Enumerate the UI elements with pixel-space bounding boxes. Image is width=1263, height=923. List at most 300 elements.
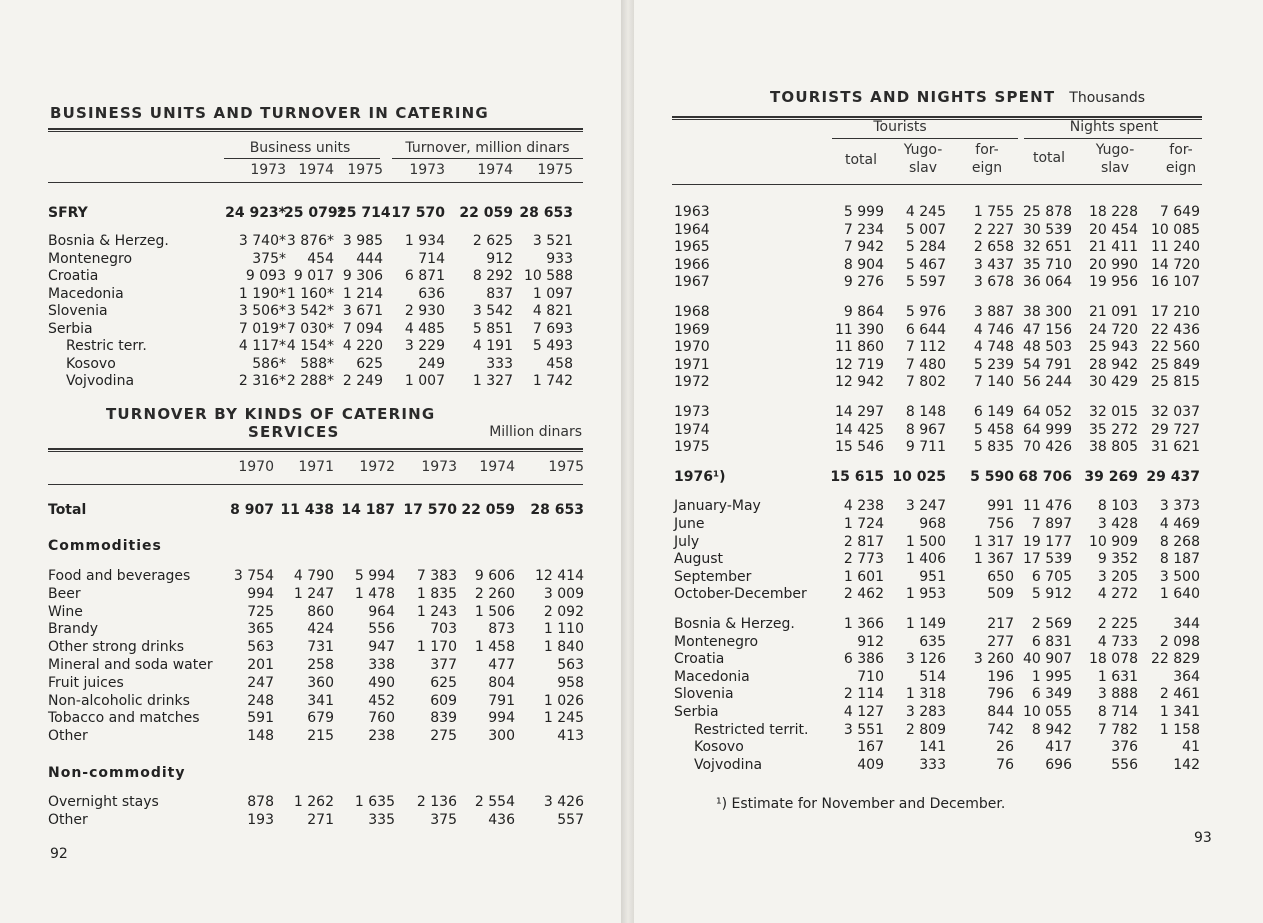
cell-value: 413 <box>557 728 584 745</box>
table-row <box>634 404 1263 422</box>
table-row <box>634 257 1263 275</box>
column-header: eign <box>1165 160 1197 176</box>
year-label: 1971 <box>298 459 334 475</box>
cell-value: 964 <box>368 603 395 620</box>
cell-value: 3 542 <box>472 303 513 319</box>
cell-value: 3 740* <box>238 233 286 249</box>
cell-value: 1 500 <box>905 533 946 550</box>
row-label: 1974 <box>674 421 710 438</box>
cell-value: 912 <box>857 633 884 650</box>
cell-value: 1 755 <box>973 204 1014 220</box>
row-label: 1971 <box>674 356 710 373</box>
cell-value: 417 <box>1045 739 1072 756</box>
cell-value: 9 864 <box>843 304 884 320</box>
cell-value: 12 414 <box>535 568 584 584</box>
cell-value: 32 037 <box>1151 404 1200 420</box>
year-label: 1973 <box>409 162 445 178</box>
cell-value: 196 <box>987 668 1014 685</box>
rule <box>672 184 1202 185</box>
table-row <box>0 356 621 374</box>
row-label: SFRY <box>48 205 88 221</box>
cell-value: 8 907 <box>230 502 274 518</box>
cell-value: 25 849 <box>1151 356 1200 373</box>
cell-value: 1 318 <box>905 686 946 703</box>
turnover-kinds-title-2: SERVICES <box>248 423 340 441</box>
cell-value: 24 923* <box>225 205 286 221</box>
row-label: Kosovo <box>66 356 116 372</box>
row-label: 1972 <box>674 374 710 391</box>
cell-value: 514 <box>919 668 946 685</box>
row-label: 1963 <box>674 204 710 220</box>
table-row <box>0 286 621 304</box>
table-row <box>0 251 621 269</box>
row-label: July <box>674 533 700 550</box>
cell-value: 47 156 <box>1023 321 1072 338</box>
cell-value: 2 461 <box>1159 686 1200 703</box>
cell-value: 2 136 <box>416 794 457 810</box>
table-row <box>634 669 1263 687</box>
cell-value: 2 260 <box>474 585 515 602</box>
cell-value: 7 693 <box>532 321 573 337</box>
cell-value: 731 <box>307 639 334 656</box>
cell-value: 1 160* <box>286 286 334 302</box>
cell-value: 30 539 <box>1023 221 1072 238</box>
cell-value: 5 597 <box>905 274 946 291</box>
row-label: Total <box>48 502 87 518</box>
cell-value: 7 480 <box>905 356 946 373</box>
row-label: Overnight stays <box>48 794 159 810</box>
cell-value: 28 653 <box>530 502 584 518</box>
cell-value: 1 243 <box>416 603 457 620</box>
cell-value: 64 999 <box>1023 421 1072 438</box>
cell-value: 3 009 <box>543 585 584 602</box>
column-header: total <box>844 152 877 168</box>
cell-value: 1 631 <box>1097 668 1138 685</box>
cell-value: 25 714 <box>337 205 391 221</box>
cell-value: 17 570 <box>391 205 445 221</box>
cell-value: 3 678 <box>973 274 1014 291</box>
cell-value: 25 943 <box>1089 339 1138 356</box>
table-row <box>0 586 621 604</box>
table-row <box>634 722 1263 740</box>
cell-value: 844 <box>987 704 1014 720</box>
cell-value: 22 560 <box>1151 339 1200 356</box>
table-row <box>0 233 621 251</box>
cell-value: 333 <box>486 356 513 372</box>
cell-value: 247 <box>247 674 274 691</box>
cell-value: 3 985 <box>342 233 383 249</box>
cell-value: 9 352 <box>1097 551 1138 568</box>
cell-value: 5 976 <box>905 304 946 320</box>
cell-value: 24 720 <box>1089 321 1138 338</box>
table-row <box>0 657 621 675</box>
cell-value: 1 724 <box>843 516 884 532</box>
cell-value: 458 <box>546 356 573 372</box>
cell-value: 2 249 <box>342 373 383 389</box>
cell-value: 3 229 <box>404 338 445 354</box>
cell-value: 3 426 <box>543 794 584 810</box>
cell-value: 5 912 <box>1031 586 1072 603</box>
rule <box>48 182 583 183</box>
cell-value: 5 239 <box>973 356 1014 373</box>
cell-value: 14 187 <box>341 502 395 518</box>
year-label: 1973 <box>421 459 457 475</box>
row-label: June <box>674 516 705 532</box>
cell-value: 76 <box>996 756 1014 773</box>
table-row <box>0 268 621 286</box>
cell-value: 696 <box>1045 756 1072 773</box>
table-row <box>634 757 1263 775</box>
cell-value: 424 <box>307 621 334 638</box>
cell-value: 54 791 <box>1023 356 1072 373</box>
table-row <box>634 422 1263 440</box>
cell-value: 141 <box>919 739 946 756</box>
cell-value: 7 234 <box>843 221 884 238</box>
cell-value: 1 506 <box>474 603 515 620</box>
cell-value: 56 244 <box>1023 374 1072 391</box>
cell-value: 1 247 <box>293 585 334 602</box>
rule <box>832 138 1018 139</box>
cell-value: 1 149 <box>905 616 946 632</box>
footnote: ¹) Estimate for November and December. <box>716 796 1006 812</box>
row-label: Montenegro <box>674 633 759 650</box>
cell-value: 2 462 <box>843 586 884 603</box>
table-row <box>634 586 1263 604</box>
cell-value: 436 <box>488 812 515 828</box>
cell-value: 26 <box>996 739 1014 756</box>
cell-value: 454 <box>307 251 334 267</box>
rule <box>392 158 583 159</box>
cell-value: 22 059 <box>459 205 513 221</box>
cell-value: 4 733 <box>1097 633 1138 650</box>
cell-value: 994 <box>247 585 274 602</box>
row-label: Bosnia & Herzeg. <box>48 233 169 249</box>
cell-value: 17 570 <box>403 502 457 518</box>
cell-value: 409 <box>857 756 884 773</box>
table-row <box>0 604 621 622</box>
table-row <box>634 634 1263 652</box>
row-label: 1976¹) <box>674 468 726 485</box>
column-header: total <box>1032 150 1065 166</box>
cell-value: 344 <box>1173 616 1200 632</box>
cell-value: 1 110 <box>543 621 584 638</box>
cell-value: 563 <box>247 639 274 656</box>
column-header: slav <box>1100 160 1130 176</box>
cell-value: 4 272 <box>1097 586 1138 603</box>
cell-value: 7 094 <box>342 321 383 337</box>
table-row <box>634 239 1263 257</box>
cell-value: 9 017 <box>293 268 334 284</box>
row-label: Mineral and soda water <box>48 657 213 673</box>
cell-value: 48 503 <box>1023 339 1072 356</box>
million-dinars-unit: Million dinars <box>489 424 582 440</box>
cell-value: 7 649 <box>1159 204 1200 220</box>
cell-value: 703 <box>430 621 457 638</box>
cell-value: 19 956 <box>1089 274 1138 291</box>
cell-value: 1 934 <box>404 233 445 249</box>
cell-value: 2 288* <box>286 373 334 389</box>
year-label: 1975 <box>537 162 573 178</box>
cell-value: 3 876* <box>286 233 334 249</box>
cell-value: 2 098 <box>1159 633 1200 650</box>
row-label: Macedonia <box>48 286 124 302</box>
cell-value: 7 019* <box>238 321 286 337</box>
cell-value: 9 306 <box>342 268 383 284</box>
cell-value: 7 897 <box>1031 516 1072 532</box>
row-label: 1970 <box>674 339 710 356</box>
cell-value: 452 <box>368 692 395 709</box>
cell-value: 1 214 <box>342 286 383 302</box>
cell-value: 142 <box>1173 756 1200 773</box>
cell-value: 4 127 <box>843 704 884 720</box>
table-row <box>634 374 1263 392</box>
cell-value: 21 091 <box>1089 304 1138 320</box>
cell-value: 68 706 <box>1018 468 1072 485</box>
table-row <box>634 274 1263 292</box>
cell-value: 3 126 <box>905 651 946 668</box>
table-row <box>634 498 1263 516</box>
cell-value: 8 942 <box>1031 721 1072 738</box>
row-label: Croatia <box>48 268 99 284</box>
table-row <box>0 794 621 812</box>
cell-value: 947 <box>368 639 395 656</box>
table-row <box>0 710 621 728</box>
cell-value: 796 <box>987 686 1014 703</box>
cell-value: 6 871 <box>404 268 445 284</box>
cell-value: 714 <box>418 251 445 267</box>
row-label: Non-alcoholic drinks <box>48 692 190 709</box>
row-label: 1975 <box>674 439 710 456</box>
cell-value: 14 297 <box>835 404 884 420</box>
cell-value: 7 112 <box>905 339 946 356</box>
table-row <box>634 739 1263 757</box>
cell-value: 933 <box>546 251 573 267</box>
cell-value: 509 <box>987 586 1014 603</box>
cell-value: 588* <box>300 356 334 372</box>
table-row <box>634 704 1263 722</box>
table-row <box>634 222 1263 240</box>
cell-value: 7 942 <box>843 239 884 256</box>
nights-group-header: Nights spent <box>1069 119 1159 135</box>
cell-value: 6 705 <box>1031 568 1072 585</box>
cell-value: 3 260 <box>973 651 1014 668</box>
cell-value: 1 367 <box>973 551 1014 568</box>
cell-value: 4 154* <box>286 338 334 354</box>
table-row <box>634 551 1263 569</box>
cell-value: 20 454 <box>1089 221 1138 238</box>
cell-value: 1 601 <box>843 568 884 585</box>
cell-value: 4 746 <box>973 321 1014 338</box>
cell-value: 22 829 <box>1151 651 1200 668</box>
cell-value: 5 493 <box>532 338 573 354</box>
cell-value: 201 <box>247 657 274 673</box>
cell-value: 375* <box>252 251 286 267</box>
row-label: Slovenia <box>674 686 734 703</box>
rule <box>48 128 583 130</box>
cell-value: 17 210 <box>1151 304 1200 320</box>
row-label: 1968 <box>674 304 710 320</box>
table-row <box>634 322 1263 340</box>
column-header: for- <box>975 142 999 158</box>
cell-value: 3 887 <box>973 304 1014 320</box>
cell-value: 2 930 <box>404 303 445 319</box>
cell-value: 9 093 <box>245 268 286 284</box>
cell-value: 873 <box>488 621 515 638</box>
cell-value: 7 383 <box>416 568 457 584</box>
cell-value: 29 437 <box>1146 468 1200 485</box>
row-label: Food and beverages <box>48 568 191 584</box>
cell-value: 16 107 <box>1151 274 1200 291</box>
cell-value: 25 815 <box>1151 374 1200 391</box>
cell-value: 3 888 <box>1097 686 1138 703</box>
year-label: 1970 <box>238 459 274 475</box>
cell-value: 991 <box>987 498 1014 515</box>
business-units-title: BUSINESS UNITS AND TURNOVER IN CATERING <box>50 104 489 122</box>
cell-value: 32 651 <box>1023 239 1072 256</box>
cell-value: 39 269 <box>1084 468 1138 485</box>
cell-value: 22 059 <box>461 502 515 518</box>
cell-value: 1 953 <box>905 586 946 603</box>
cell-value: 563 <box>557 657 584 673</box>
table-row <box>0 675 621 693</box>
row-label: Vojvodina <box>66 373 135 389</box>
cell-value: 860 <box>307 603 334 620</box>
row-label: Wine <box>48 603 83 620</box>
cell-value: 2 773 <box>843 551 884 568</box>
table-row <box>0 321 621 339</box>
cell-value: 5 007 <box>905 221 946 238</box>
cell-value: 2 569 <box>1031 616 1072 632</box>
cell-value: 2 225 <box>1097 616 1138 632</box>
cell-value: 277 <box>987 633 1014 650</box>
cell-value: 377 <box>430 657 457 673</box>
row-label: Other <box>48 812 88 828</box>
table-row <box>634 439 1263 457</box>
row-label: Other strong drinks <box>48 639 185 656</box>
cell-value: 1 327 <box>472 373 513 389</box>
cell-value: 148 <box>247 728 274 745</box>
tourists-title <box>770 88 1145 106</box>
row-label: Brandy <box>48 621 98 638</box>
rule <box>672 116 1202 118</box>
table-row <box>634 516 1263 534</box>
cell-value: 1 640 <box>1159 586 1200 603</box>
table-row <box>0 303 621 321</box>
cell-value: 11 438 <box>280 502 334 518</box>
cell-value: 968 <box>919 516 946 532</box>
cell-value: 25 079* <box>284 205 345 221</box>
row-label: Montenegro <box>48 251 133 267</box>
cell-value: 10 588 <box>524 268 573 284</box>
cell-value: 1 406 <box>905 551 946 568</box>
table-row <box>634 339 1263 357</box>
cell-value: 1 341 <box>1159 704 1200 720</box>
table-row <box>634 569 1263 587</box>
rule <box>48 484 583 485</box>
cell-value: 38 300 <box>1023 304 1072 320</box>
cell-value: 31 621 <box>1151 439 1200 456</box>
cell-value: 1 840 <box>543 639 584 656</box>
cell-value: 804 <box>488 674 515 691</box>
cell-value: 11 240 <box>1151 239 1200 256</box>
cell-value: 12 719 <box>835 356 884 373</box>
business-units-header: Business units <box>249 140 351 156</box>
cell-value: 35 272 <box>1089 421 1138 438</box>
cell-value: 625 <box>356 356 383 372</box>
cell-value: 1 026 <box>543 692 584 709</box>
cell-value: 338 <box>368 657 395 673</box>
cell-value: 6 149 <box>973 404 1014 420</box>
cell-value: 8 904 <box>843 256 884 273</box>
row-label: Serbia <box>48 321 93 337</box>
cell-value: 9 711 <box>905 439 946 456</box>
cell-value: 2 554 <box>474 794 515 810</box>
cell-value: 3 542* <box>286 303 334 319</box>
cell-value: 248 <box>247 692 274 709</box>
year-label: 1975 <box>548 459 584 475</box>
table-row <box>634 204 1263 222</box>
turnover-header: Turnover, million dinars <box>405 140 570 156</box>
cell-value: 742 <box>987 721 1014 738</box>
cell-value: 167 <box>857 739 884 756</box>
row-label: Beer <box>48 585 81 602</box>
cell-value: 64 052 <box>1023 404 1072 420</box>
cell-value: 1 635 <box>354 794 395 810</box>
cell-value: 591 <box>247 710 274 727</box>
row-label: 1973 <box>674 404 710 420</box>
cell-value: 1 995 <box>1031 668 1072 685</box>
cell-value: 2 817 <box>843 533 884 550</box>
cell-value: 7 802 <box>905 374 946 391</box>
cell-value: 11 860 <box>835 339 884 356</box>
cell-value: 3 247 <box>905 498 946 515</box>
cell-value: 335 <box>368 812 395 828</box>
cell-value: 6 349 <box>1031 686 1072 703</box>
cell-value: 249 <box>418 356 445 372</box>
cell-value: 4 117* <box>238 338 286 354</box>
cell-value: 40 907 <box>1023 651 1072 668</box>
cell-value: 271 <box>307 812 334 828</box>
table-row <box>0 728 621 746</box>
cell-value: 32 015 <box>1089 404 1138 420</box>
cell-value: 4 220 <box>342 338 383 354</box>
row-label: Bosnia & Herzeg. <box>674 616 795 632</box>
cell-value: 951 <box>919 568 946 585</box>
cell-value: 360 <box>307 674 334 691</box>
cell-value: 609 <box>430 692 457 709</box>
cell-value: 3 754 <box>233 568 274 584</box>
cell-value: 10 909 <box>1089 533 1138 550</box>
row-label: 1964 <box>674 221 710 238</box>
cell-value: 994 <box>488 710 515 727</box>
table-row <box>0 621 621 639</box>
cell-value: 3 283 <box>905 704 946 720</box>
cell-value: 4 238 <box>843 498 884 515</box>
row-label: Macedonia <box>674 668 750 685</box>
column-header: Yugo- <box>903 142 943 158</box>
cell-value: 341 <box>307 692 334 709</box>
cell-value: 839 <box>430 710 457 727</box>
cell-value: 21 411 <box>1089 239 1138 256</box>
cell-value: 11 476 <box>1023 498 1072 515</box>
cell-value: 1 366 <box>843 616 884 632</box>
table-row <box>634 686 1263 704</box>
cell-value: 2 316* <box>238 373 286 389</box>
table-row <box>634 357 1263 375</box>
table-row <box>634 304 1263 322</box>
row-label: September <box>674 568 752 585</box>
cell-value: 10 055 <box>1023 704 1072 720</box>
